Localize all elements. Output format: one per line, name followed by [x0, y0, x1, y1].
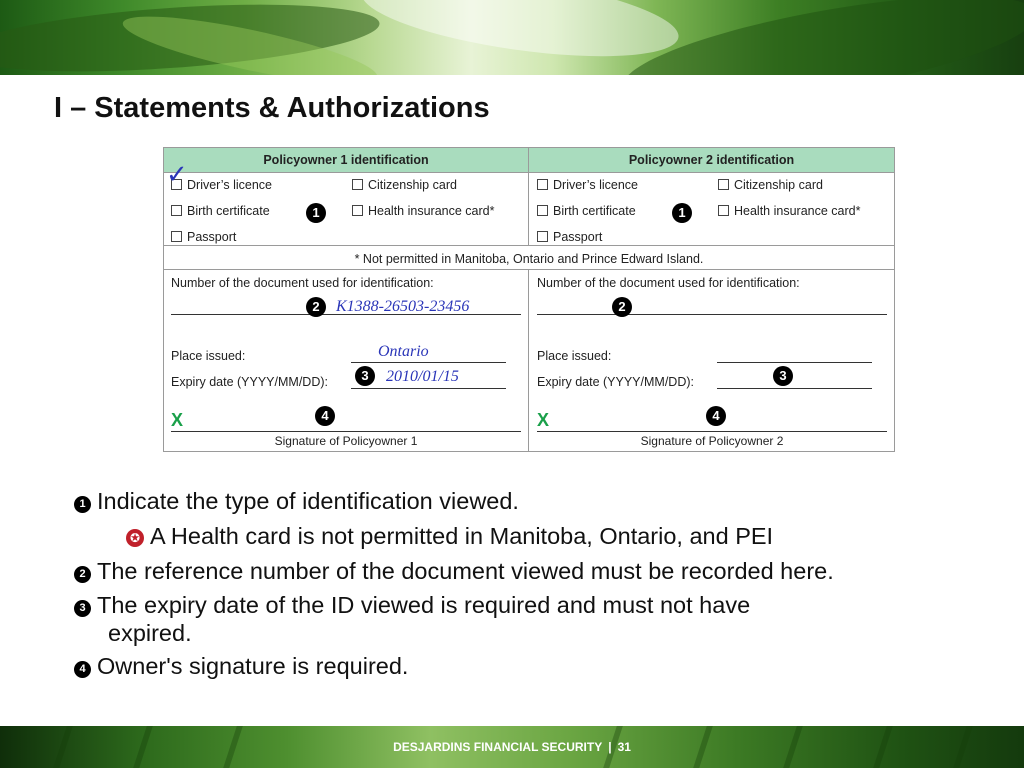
bullet-1: 1 Indicate the type of identification viewed.	[74, 488, 519, 515]
marker-2-col1-icon: 2	[306, 297, 326, 317]
footer	[0, 726, 1024, 768]
checkbox-birth-certificate-1: Birth certificate	[171, 204, 270, 218]
checkbox-citizenship-card-1: Citizenship card	[352, 178, 457, 192]
expiry-label-2: Expiry date (YYYY/MM/DD):	[537, 375, 694, 389]
checkbox-drivers-licence-2: Driver’s licence	[537, 178, 638, 192]
doc-number-label-1: Number of the document used for identification:	[171, 276, 434, 290]
signature-label-1: Signature of Policyowner 1	[274, 434, 418, 448]
checkbox-birth-certificate-2: Birth certificate	[537, 204, 636, 218]
checkbox-health-card-1: Health insurance card*	[352, 204, 494, 218]
footer-company: DESJARDINS FINANCIAL SECURITY	[393, 740, 603, 754]
marker-2-col2-icon: 2	[612, 297, 632, 317]
signature-label-2: Signature of Policyowner 2	[640, 434, 784, 448]
bullet-2: 2 The reference number of the document viewed must be recorded here.	[74, 558, 834, 585]
checkbox-drivers-licence-1: Driver’s licence	[171, 178, 272, 192]
number-1-icon: 1	[74, 496, 91, 513]
checkbox-health-card-2: Health insurance card*	[718, 204, 860, 218]
footer-banner	[0, 726, 1024, 768]
place-issued-label-1: Place issued:	[171, 349, 246, 363]
marker-4-col2-icon: 4	[706, 406, 726, 426]
bullet-3: 3 The expiry date of the ID viewed is required and must not have	[74, 592, 750, 619]
handwritten-doc-number: K1388-26503-23456	[336, 298, 470, 315]
handwritten-place-issued: Ontario	[378, 343, 429, 360]
marker-1-col2-icon: 1	[672, 203, 692, 223]
checkbox-passport-2: Passport	[537, 230, 602, 244]
doc-number-label-2: Number of the document used for identification:	[537, 276, 800, 290]
bullet-4: 4 Owner's signature is required.	[74, 653, 408, 680]
marker-4-col1-icon: 4	[315, 406, 335, 426]
marker-1-col1-icon: 1	[306, 203, 326, 223]
number-2-icon: 2	[74, 566, 91, 583]
page-title: I – Statements & Authorizations	[54, 92, 490, 124]
bullet-1-sub: ✪ A Health card is not permitted in Manitoba, Ontario, and PEI	[126, 523, 773, 550]
signature-x-2: X	[537, 410, 550, 430]
header-banner	[0, 0, 1024, 75]
marker-3-col2-icon: 3	[773, 366, 793, 386]
identification-form	[163, 147, 895, 452]
checkbox-passport-1: Passport	[171, 230, 236, 244]
check-mark-icon: ✓	[166, 160, 188, 190]
checkbox-citizenship-card-2: Citizenship card	[718, 178, 823, 192]
marker-3-col1-icon: 3	[355, 366, 375, 386]
handwritten-expiry-date: 2010/01/15	[386, 368, 459, 385]
bullet-3-continued: expired.	[108, 620, 192, 646]
expiry-label-1: Expiry date (YYYY/MM/DD):	[171, 375, 328, 389]
col1-header: Policyowner 1 identification	[164, 148, 528, 173]
star-icon: ✪	[126, 529, 144, 547]
signature-x-1: X	[171, 410, 184, 430]
number-4-icon: 4	[74, 661, 91, 678]
page-number: 31	[617, 740, 631, 754]
number-3-icon: 3	[74, 600, 91, 617]
place-issued-label-2: Place issued:	[537, 349, 612, 363]
footer-separator: |	[608, 740, 612, 754]
form-note: * Not permitted in Manitoba, Ontario and Prince Edward Island.	[354, 252, 704, 266]
col2-header: Policyowner 2 identification	[529, 148, 894, 173]
